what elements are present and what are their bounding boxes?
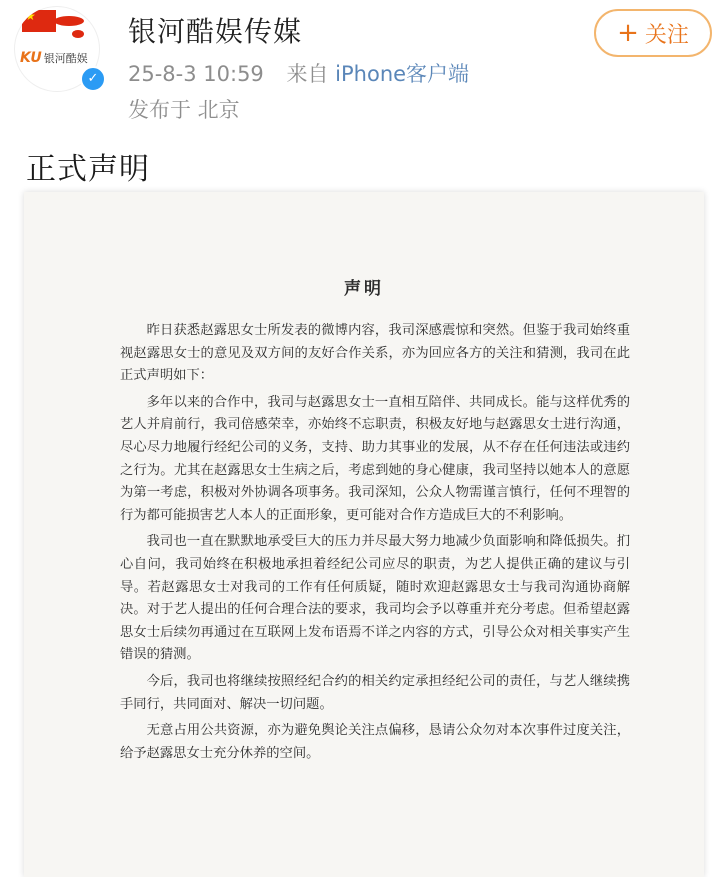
- flag-wave-decoration-2: [72, 30, 84, 38]
- china-flag-icon: ★: [22, 10, 56, 32]
- logo-mark: KU: [20, 50, 42, 66]
- source-link[interactable]: iPhone客户端: [335, 62, 470, 86]
- follow-button[interactable]: [594, 9, 712, 57]
- logo-text: 银河酷娱: [43, 52, 88, 65]
- statement-paragraph: 无意占用公共资源，亦为避免舆论关注点偏移，恳请公众勿对本次事件过度关注，给予赵露思女士充分休养的空间。: [120, 723, 630, 761]
- statement-body: [120, 320, 630, 769]
- post-meta: [128, 58, 469, 88]
- avatar-logo: [20, 50, 88, 66]
- post-text: 正式声明: [26, 152, 150, 187]
- source-prefix: 来自: [286, 62, 329, 86]
- statement-image[interactable]: [24, 192, 704, 877]
- post-timestamp: 25-8-3 10:59: [128, 62, 264, 86]
- flag-wave-decoration: [54, 16, 84, 26]
- follow-label: 关注: [644, 22, 689, 48]
- verified-badge-icon: ✓: [80, 66, 106, 92]
- statement-paragraph: 今后，我司也将继续按照经纪合约的相关约定承担经纪公司的责任，与艺人继续携手同行，共同面对、解决一切问题。: [120, 673, 630, 712]
- plus-icon: +: [617, 18, 639, 48]
- statement-paragraph: 多年以来的合作中，我司与赵露思女士一直相互陪伴、共同成长。能与这样优秀的艺人并肩前行，我司倍感荣幸，亦始终不忘职责，积极友好地与赵露思女士进行沟通，尽心尽力地履行经纪公司的义务，支持、助力其事业的发展，从不存在任何违法或违约之行为。尤其在赵露思女士生病之后，考虑到她的身心健康，我司坚持以她本人的意愿为第一考虑，积极对外协调各项事务。我司深知，公众人物需谨言慎行，任何不理智的行为都可能损害艺人本人的正面形象，更可能对合作方造成巨大的不利影响。: [120, 394, 630, 523]
- post-location: 发布于 北京: [128, 98, 240, 122]
- statement-paragraph: 昨日获悉赵露思女士所发表的微博内容，我司深感震惊和突然。但鉴于我司始终重视赵露思女士的意见及双方间的友好合作关系，亦为回应各方的关注和猜测，我司在此正式声明如下：: [120, 323, 630, 384]
- statement-title: 声明: [344, 279, 384, 299]
- account-name[interactable]: 银河酷娱传媒: [128, 15, 303, 48]
- statement-paragraph: 我司也一直在默默地承受巨大的压力并尽最大努力地减少负面影响和降低损失。扪心自问，我司始终在积极地承担着经纪公司应尽的职责，为艺人提供正确的建议与引导。若赵露思女士对我司的工作有任何质疑，随时欢迎赵露思女士与我司沟通协商解决。对于艺人提出的任何合理合法的要求，我司均会予以尊重并充分考虑。但希望赵露思女士后续勿再通过在互联网上发布语焉不详之内容的方式，引导公众对相关事实产生错误的猜测。: [120, 534, 630, 663]
